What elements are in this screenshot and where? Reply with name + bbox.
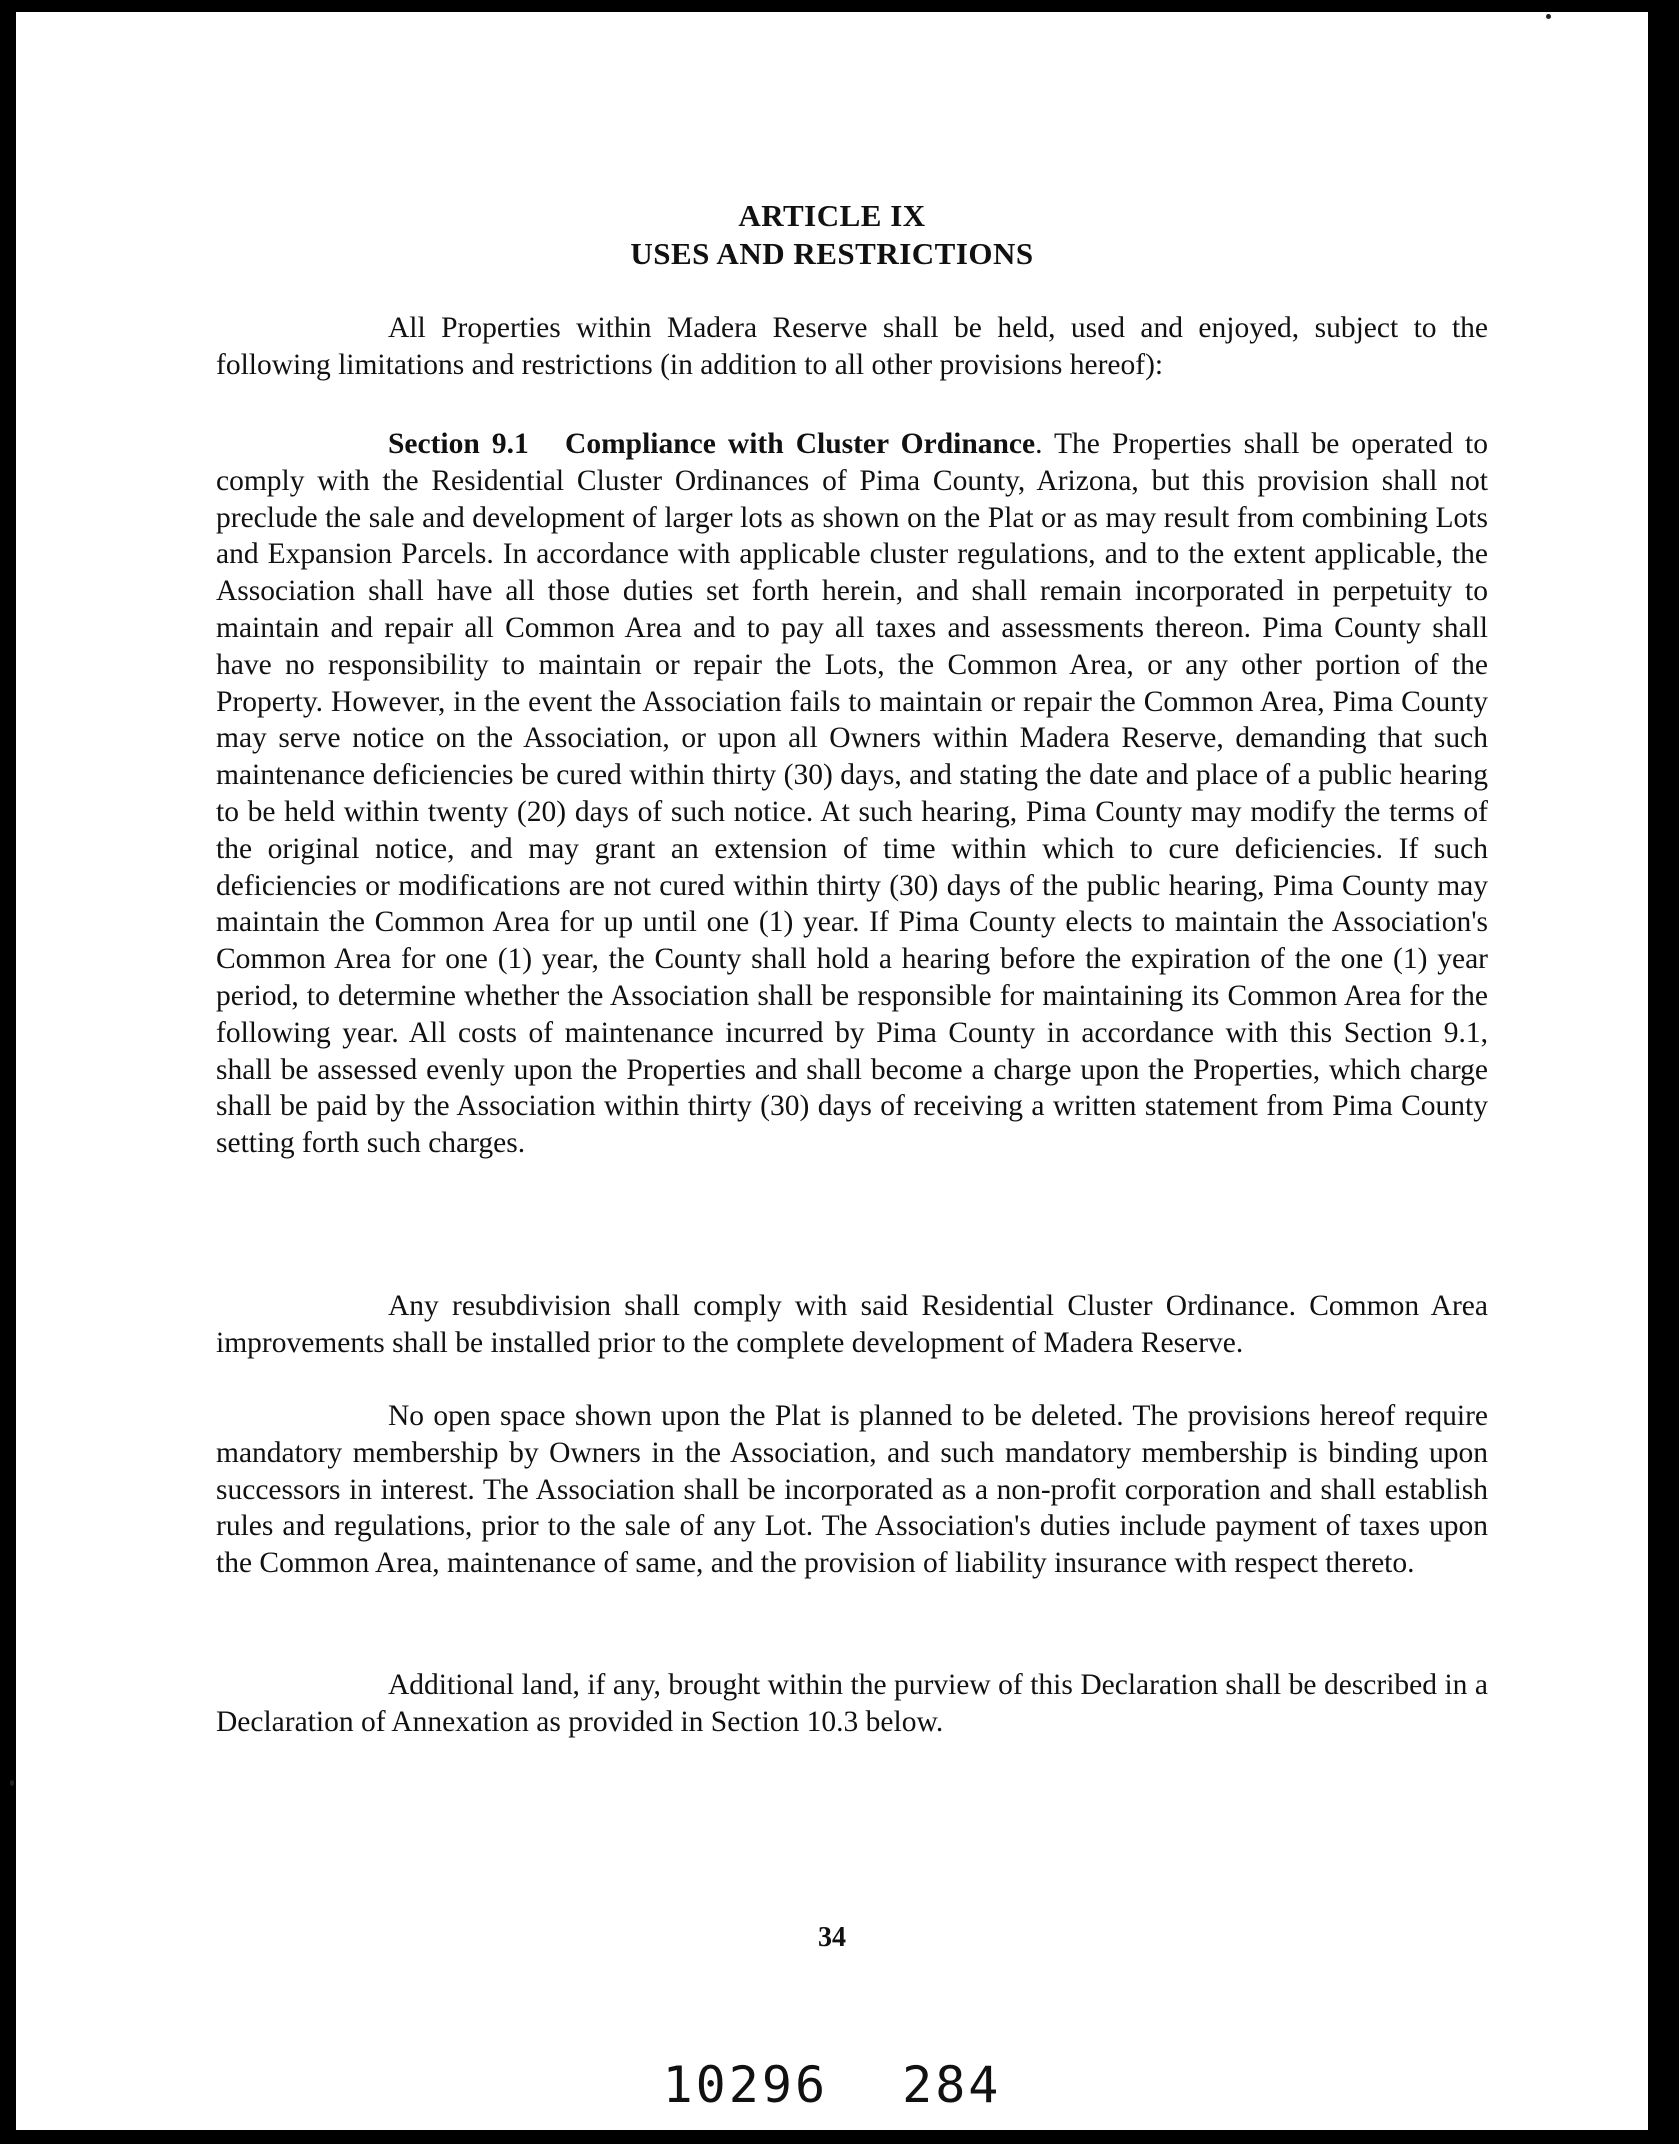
section-body: . The Properties shall be operated to comply with the Residential Cluster Ordinances of Pima County, Arizona, but this provision shall not preclude the sale and development of larger lots as shown on the Plat or as may result from combining Lots and Expansion Parcels. In accordance with applicable cluster regulations, and to the extent applicable, the Association shall have all those duties set forth herein, and shall remain incorporated in perpetuity to maintain and repair all Common Area and to pay all taxes and assessments thereon. Pima County shall have no responsibility to maintain or repair the Lots, the Common Area, or any other portion of the Property. However, in the event the Association fails to maintain or repair the Common Area, Pima County may serve notice on the Association, or upon all Owners within Madera Reserve, demanding that such maintenance deficiencies be cured within thirty (30) days, and stating the date and place of a public hearing to be held within twenty (20) days of such notice. At such hearing, Pima County may modify the terms of the original notice, and may grant an extension of time within which to cure deficiencies. If such deficiencies or modifications are not cured within thirty (30) days of the public hearing, Pima County may maintain the Common Area for up until one (1) year. If Pima County elects to maintain the Association's Common Area for one (1) year, the County shall hold a hearing before the expiration of the one (1) year period, to determine whether the Association shall be responsible for maintaining its Common Area for the following year. All costs of maintenance incurred by Pima County in accordance with this Section 9.1, shall be assessed evenly upon the Properties and shall become a charge upon the Properties, which charge shall be paid by the Association within thirty (30) days of receiving a written statement from Pima County setting forth such charges. <box>216 428 1489 1160</box>
recording-page: 284 <box>902 2056 1002 2114</box>
open-space-paragraph: No open space shown upon the Plat is planned to be deleted. The provisions hereof require mandatory membership by Owners in the Association, and such mandatory membership is binding upon successors in interest. The Association shall be incorporated as a non-profit corporation and shall establish rules and regulations, prior to the sale of any Lot. The Association's duties include payment of taxes upon the Common Area, maintenance of same, and the provision of liability insurance with respect thereto. <box>216 1400 1488 1580</box>
scan-speck <box>10 1780 14 1786</box>
resubdivision-paragraph: Any resubdivision shall comply with said Residential Cluster Ordinance. Common Area improvements shall be installed prior to the complete development of Madera Reserve. <box>216 1290 1488 1359</box>
document-page <box>16 12 1648 2130</box>
intro-paragraph: All Properties within Madera Reserve shall be held, used and enjoyed, subject to the following limitations and restrictions (in addition to all other provisions hereof): <box>216 312 1488 381</box>
article-title: USES AND RESTRICTIONS <box>630 236 1034 271</box>
recording-reference <box>16 2056 1648 2114</box>
section-title: Compliance with Cluster Ordinance <box>565 428 1036 460</box>
section-label: Section 9.1 <box>388 428 529 460</box>
additional-land-paragraph: Additional land, if any, brought within the purview of this Declaration shall be described in a Declaration of Annexation as provided in Section 10.3 below. <box>216 1669 1488 1738</box>
docket-number: 10296 <box>662 2056 829 2114</box>
section-9-1-paragraph <box>216 426 1488 1162</box>
page-number: 34 <box>818 1922 846 1953</box>
scan-speck <box>1546 14 1551 19</box>
article-number: ARTICLE IX <box>738 198 926 233</box>
